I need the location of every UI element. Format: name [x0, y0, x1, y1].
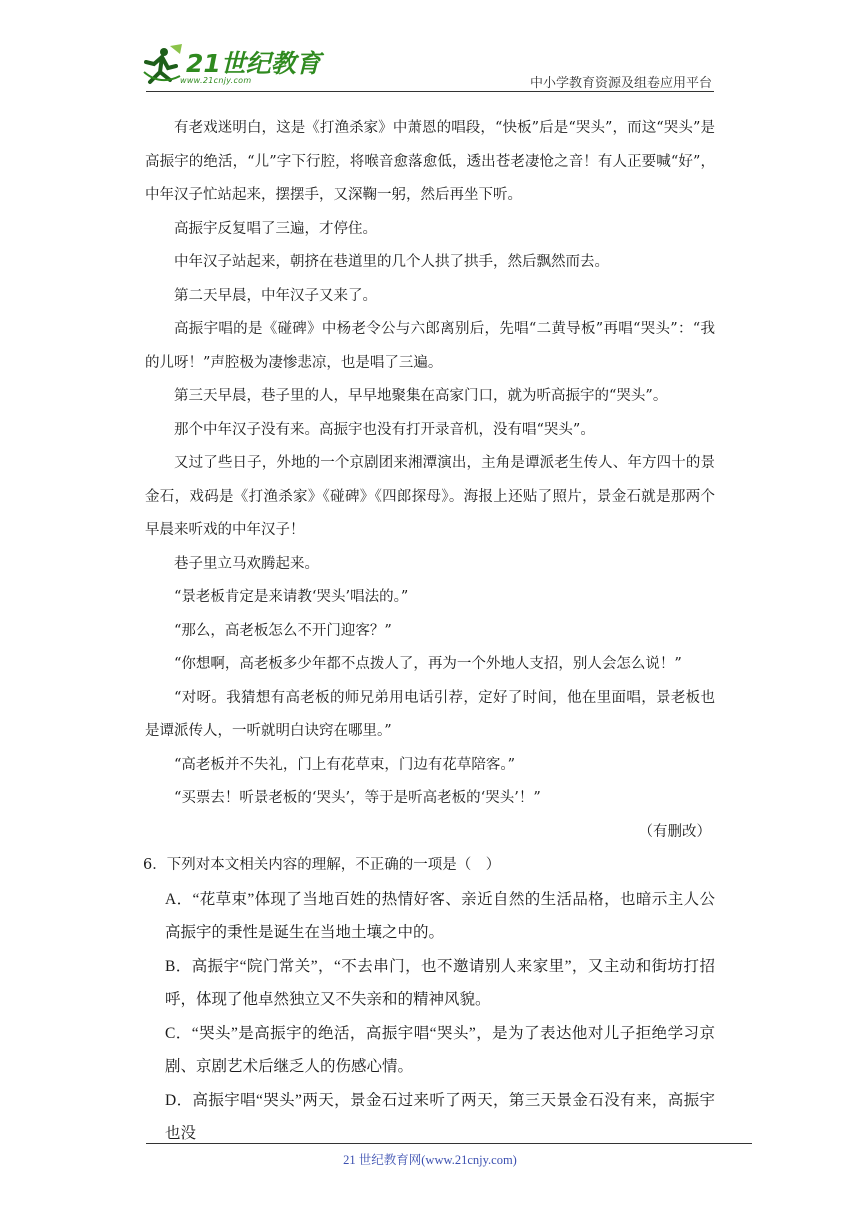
logo-text: 21世纪教育: [186, 49, 321, 78]
question-stem: 6．下列对本文相关内容的理解，不正确的一项是（ ）: [143, 857, 501, 873]
paragraph: “买票去！听景老板的‘哭头’，等于是听高老板的‘哭头’！”: [174, 790, 541, 806]
option-a: A．“花草束”体现了当地百姓的热情好客、亲近自然的生活品格，也暗示主人公高振宇的秉性是诞生在当地土壤之中的。: [165, 890, 715, 941]
paragraph: 有老戏迷明白，这是《打渔杀家》中萧恩的唱段，“快板”后是“哭头”，而这“哭头”是高振宇的绝活，“儿”字下行腔，将喉音愈落愈低，透出苍老凄怆之音！有人正要喊“好”，中年汉子忙站起来，摆摆手，又深鞠一躬，然后再坐下听。: [145, 120, 715, 203]
logo-url: www.21cnjy.com: [180, 76, 252, 85]
paragraph: 那个中年汉子没有来。高振宇也没有打开录音机，没有唱“哭头”。: [174, 421, 595, 438]
option-d: D．高振宇唱“哭头”两天，景金石过来听了两天，第三天景金石没有来，高振宇也没: [165, 1091, 715, 1142]
header-divider: [146, 91, 714, 92]
option-c: C．“哭头”是高振宇的绝活，高振宇唱“哭头”，是为了表达他对儿子拒绝学习京剧、京剧艺术后继乏人的伤感心情。: [165, 1024, 715, 1075]
paragraph: 高振宇唱的是《碰碑》中杨老令公与六郎离别后，先唱“二黄导板”再唱“哭头”：“我的儿呀！”声腔极为凄惨悲凉，也是唱了三遍。: [145, 321, 715, 371]
page-footer: 21 世纪教育网(www.21cnjy.com): [343, 1153, 517, 1167]
paragraph: 巷子里立马欢腾起来。: [174, 555, 319, 572]
paragraph: “你想啊，高老板多少年都不点拨人了，再为一个外地人支招，别人会怎么说！”: [174, 656, 682, 672]
paragraph: 高振宇反复唱了三遍，才停住。: [174, 220, 377, 237]
paragraph: “景老板肯定是来请教‘哭头’唱法的。”: [174, 589, 409, 605]
paragraph: “对呀。我猜想有高老板的师兄弟用电话引荐，定好了时间，他在里面唱，景老板也是谭派传人，一听就明白诀窍在哪里。”: [145, 689, 715, 739]
page-header: [0, 0, 860, 100]
paragraph: 第三天早晨，巷子里的人，早早地聚集在高家门口，就为听高振宇的“哭头”。: [174, 388, 668, 404]
footer-divider: [146, 1143, 752, 1144]
paragraph: “那么，高老板怎么不开门迎客？”: [174, 622, 392, 639]
paragraph: 又过了些日子，外地的一个京剧团来湘潭演出，主角是谭派老生传人、年方四十的景金石，戏码是《打渔杀家》《碰碑》《四郎探母》。海报上还贴了照片，景金石就是那两个早晨来听戏的中年汉子！: [145, 455, 715, 538]
platform-label: 中小学教育资源及组卷应用平台: [529, 76, 712, 91]
paragraph: 第二天早晨，中年汉子又来了。: [174, 287, 377, 304]
paragraph: “高老板并不失礼，门上有花草束，门边有花草陪客。”: [174, 756, 516, 773]
article-body: [145, 112, 715, 1151]
site-logo: [140, 42, 320, 90]
option-b: B．高振宇“院门常关”，“不去串门，也不邀请别人来家里”，又主动和街坊打招呼，体现了他卓然独立又不失亲和的精神风貌。: [165, 957, 715, 1008]
edit-note: （有删改）: [638, 823, 711, 840]
question-block: [143, 849, 715, 1151]
paragraph: 中年汉子站起来，朝挤在巷道里的几个人拱了拱手，然后飘然而去。: [174, 254, 609, 270]
